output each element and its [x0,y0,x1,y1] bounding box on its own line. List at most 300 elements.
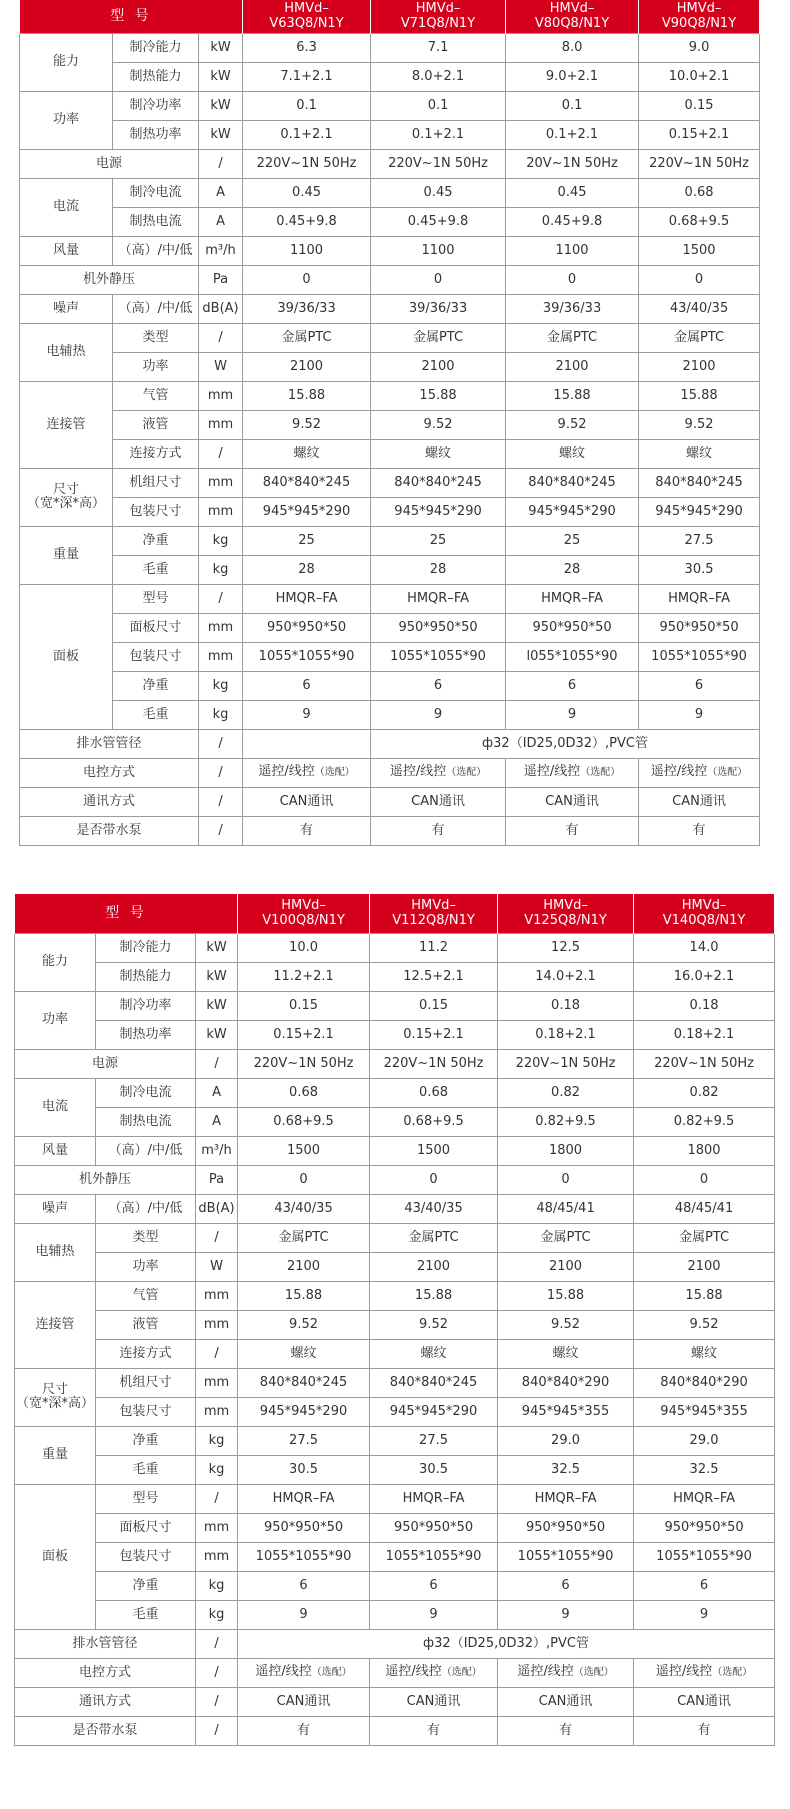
cell-value: 2100 [370,1252,498,1281]
row-unit: kW [196,1020,238,1049]
row-unit: / [196,1716,238,1745]
cell-value: 1500 [238,1136,370,1165]
table-row [20,497,760,526]
row-unit: / [196,1658,238,1687]
cell-value: 0.45+9.8 [506,207,639,236]
cell-value: 0 [243,265,371,294]
row-label: 通讯方式 [20,787,199,816]
row-unit: dB(A) [199,294,243,323]
row-unit: kW [199,33,243,62]
cell-value: 0.15+2.1 [238,1020,370,1049]
row-label: 制冷功率 [96,991,196,1020]
cell-value: 220V~1N 50Hz [238,1049,370,1078]
row-label: 制热能力 [96,962,196,991]
cell-value: 7.1 [371,33,506,62]
row-label: 制冷电流 [96,1078,196,1107]
cell-value: 0.15+2.1 [370,1020,498,1049]
cell-value: 25 [371,526,506,555]
cell-value: 遥控/线控（选配） [634,1658,775,1687]
row-unit: kW [199,120,243,149]
cell-value: 0 [639,265,760,294]
cell-value: 220V~1N 50Hz [243,149,371,178]
model-name: HMVd– V100Q8/N1Y [238,894,370,933]
cell-value: 6 [243,671,371,700]
row-unit: / [199,439,243,468]
row-unit: / [196,1049,238,1078]
cell-value: 32.5 [498,1455,634,1484]
row-unit: / [199,729,243,758]
cell-value: 金属PTC [371,323,506,352]
cell-value: 9.52 [243,410,371,439]
cell-value: 840*840*290 [498,1368,634,1397]
row-label: 毛重 [96,1455,196,1484]
cell-value: 0.18 [634,991,775,1020]
cell-value: 0.68+9.5 [639,207,760,236]
group-label: 面板 [20,584,113,729]
row-unit: m³/h [196,1136,238,1165]
cell-value: 1800 [634,1136,775,1165]
table-row [20,265,760,294]
table-row [20,468,760,497]
cell-value: 6 [498,1571,634,1600]
cell-value: CAN通讯 [634,1687,775,1716]
group-label: 电流 [15,1078,96,1136]
cell-value: 6 [634,1571,775,1600]
row-unit: A [199,178,243,207]
table-row [20,381,760,410]
cell-value: 0.1 [506,91,639,120]
row-unit: dB(A) [196,1194,238,1223]
row-label: 排水管管径 [20,729,199,758]
row-unit: mm [199,642,243,671]
cell-value: 29.0 [498,1426,634,1455]
row-unit: kW [199,91,243,120]
cell-value: 9 [238,1600,370,1629]
row-label: 面板尺寸 [96,1513,196,1542]
cell-value: 840*840*245 [238,1368,370,1397]
cell-value: 0 [238,1165,370,1194]
cell-value: 945*945*290 [370,1397,498,1426]
cell-value: 9.52 [498,1310,634,1339]
row-unit: mm [196,1310,238,1339]
cell-value: 9 [639,700,760,729]
cell-value: 9 [498,1600,634,1629]
table-row [15,1165,775,1194]
cell-value: 39/36/33 [371,294,506,323]
table-row [20,207,760,236]
cell-value: CAN通讯 [238,1687,370,1716]
cell-value: 2100 [639,352,760,381]
cell-value: 0 [634,1165,775,1194]
row-unit: kg [199,671,243,700]
table-row [20,120,760,149]
cell-value: 945*945*290 [238,1397,370,1426]
cell-value: 1055*1055*90 [243,642,371,671]
table-row [15,1078,775,1107]
row-unit: kg [199,700,243,729]
row-unit: mm [196,1542,238,1571]
cell-value: 2100 [634,1252,775,1281]
cell-value: 840*840*290 [634,1368,775,1397]
cell-value: 9.52 [370,1310,498,1339]
row-label: 毛重 [113,555,199,584]
row-label: 液管 [96,1310,196,1339]
cell-value: 32.5 [634,1455,775,1484]
cell-value: 6 [371,671,506,700]
cell-value: 15.88 [243,381,371,410]
cell-value: 金属PTC [506,323,639,352]
cell-value: 1055*1055*90 [370,1542,498,1571]
row-label: 制冷能力 [96,933,196,962]
cell-value: 9.52 [371,410,506,439]
cell-value: 遥控/线控（选配） [243,758,371,787]
table-row [20,410,760,439]
cell-value: 840*840*245 [371,468,506,497]
table-row [15,1455,775,1484]
header-row [15,894,775,933]
cell-value: 39/36/33 [243,294,371,323]
cell-value: 0.68 [370,1078,498,1107]
model-header: 型 号 [20,0,243,33]
cell-value: HMQR–FA [634,1484,775,1513]
cell-value: 945*945*290 [639,497,760,526]
row-unit: kW [199,62,243,91]
table-row [15,1629,775,1658]
cell-value: 950*950*50 [371,613,506,642]
row-unit: mm [196,1368,238,1397]
group-label: 连接管 [20,381,113,468]
row-label: 电源 [15,1049,196,1078]
table-row [15,933,775,962]
row-label: 功率 [113,352,199,381]
cell-value: 0 [371,265,506,294]
row-label: 包装尺寸 [113,497,199,526]
row-unit: kg [199,555,243,584]
row-label: 机组尺寸 [113,468,199,497]
cell-value: 6 [370,1571,498,1600]
table-row [20,642,760,671]
row-unit: W [196,1252,238,1281]
cell-value: CAN通讯 [506,787,639,816]
cell-value: 840*840*245 [639,468,760,497]
cell-value: 2100 [371,352,506,381]
cell-value: CAN通讯 [243,787,371,816]
cell-value: 220V~1N 50Hz [371,149,506,178]
row-unit: A [196,1078,238,1107]
cell-value: 螺纹 [371,439,506,468]
cell-value: 28 [371,555,506,584]
table-row [20,352,760,381]
group-label: 风量 [20,236,113,265]
table-row [15,1397,775,1426]
row-unit: / [196,1629,238,1658]
group-label: 风量 [15,1136,96,1165]
spec-table-2 [14,894,775,1746]
cell-value: 1100 [243,236,371,265]
row-label: （高）/中/低 [96,1194,196,1223]
table-row [20,294,760,323]
cell-value: 15.88 [639,381,760,410]
model-name: HMVd– V140Q8/N1Y [634,894,775,933]
row-label: 净重 [113,671,199,700]
cell-value: 1055*1055*90 [498,1542,634,1571]
row-label: 毛重 [96,1600,196,1629]
row-label: 型号 [113,584,199,613]
row-unit: / [199,758,243,787]
cell-value: 950*950*50 [639,613,760,642]
cell-value: 1500 [370,1136,498,1165]
cell-value: 30.5 [639,555,760,584]
table-row [15,1020,775,1049]
cell-value: 950*950*50 [634,1513,775,1542]
cell-value: 螺纹 [634,1339,775,1368]
cell-value: 48/45/41 [498,1194,634,1223]
row-label: 电源 [20,149,199,178]
row-label: 制热功率 [113,120,199,149]
row-unit: kg [196,1600,238,1629]
row-unit: kg [196,1455,238,1484]
cell-value: 9 [371,700,506,729]
row-label: 电控方式 [20,758,199,787]
cell-value: HMQR–FA [243,584,371,613]
cell-value: 0.15 [370,991,498,1020]
row-unit: kg [196,1571,238,1600]
cell-value: 9.52 [506,410,639,439]
cell-value: 1800 [498,1136,634,1165]
cell-value: 11.2+2.1 [238,962,370,991]
cell-value: 0.1 [243,91,371,120]
table-row [20,555,760,584]
cell-value: 25 [506,526,639,555]
cell-value: 0.45 [243,178,371,207]
cell-value: 220V~1N 50Hz [639,149,760,178]
cell-value: 16.0+2.1 [634,962,775,991]
cell-value: 945*945*355 [634,1397,775,1426]
row-label: 制冷电流 [113,178,199,207]
cell-value-merged: ф32（ID25,0D32）,PVC管 [238,1629,775,1658]
table-row [15,1542,775,1571]
cell-value: 0.82 [498,1078,634,1107]
model-name: HMVd– V80Q8/N1Y [506,0,639,33]
row-unit: mm [199,468,243,497]
row-label: 包装尺寸 [113,642,199,671]
table-row [15,1310,775,1339]
row-unit: kW [196,991,238,1020]
row-label: 毛重 [113,700,199,729]
cell-value: 螺纹 [238,1339,370,1368]
cell-value: 0 [498,1165,634,1194]
group-label: 电流 [20,178,113,236]
table-row [20,671,760,700]
row-unit: W [199,352,243,381]
row-label: 气管 [96,1281,196,1310]
cell-value: 0.1 [371,91,506,120]
cell-value: 0.1+2.1 [506,120,639,149]
cell-value: 1055*1055*90 [634,1542,775,1571]
row-label: 制热电流 [96,1107,196,1136]
cell-value: 9 [370,1600,498,1629]
cell-value: 螺纹 [639,439,760,468]
cell-value: 43/40/35 [639,294,760,323]
cell-value: 6 [506,671,639,700]
cell-value: 螺纹 [370,1339,498,1368]
cell-value: 0.45+9.8 [371,207,506,236]
cell-value: 0.68 [238,1078,370,1107]
cell-value: 螺纹 [243,439,371,468]
cell-value: 9 [243,700,371,729]
row-label: 功率 [96,1252,196,1281]
cell-value: 15.88 [370,1281,498,1310]
row-label: 制热电流 [113,207,199,236]
cell-value: 25 [243,526,371,555]
table-row [20,526,760,555]
row-unit: kg [196,1426,238,1455]
cell-value: 有 [634,1716,775,1745]
cell-value: 14.0 [634,933,775,962]
cell-value: 950*950*50 [370,1513,498,1542]
cell-value: 950*950*50 [498,1513,634,1542]
cell-value: 0.1+2.1 [371,120,506,149]
row-label: 排水管管径 [15,1629,196,1658]
cell-value: 螺纹 [498,1339,634,1368]
row-label: 类型 [113,323,199,352]
cell-value: 945*945*290 [243,497,371,526]
row-unit: mm [199,613,243,642]
cell-value: 945*945*355 [498,1397,634,1426]
table-row [15,1136,775,1165]
cell-value: HMQR–FA [506,584,639,613]
cell-value: l055*1055*90 [506,642,639,671]
table-row [20,236,760,265]
row-label: 净重 [96,1571,196,1600]
table-row [15,1107,775,1136]
group-label: 面板 [15,1484,96,1629]
cell-value: 0.15 [639,91,760,120]
group-label: 能力 [20,33,113,91]
cell-value: 1055*1055*90 [371,642,506,671]
group-label: 电辅热 [20,323,113,381]
cell-value: 遥控/线控（选配） [238,1658,370,1687]
cell-value: 220V~1N 50Hz [498,1049,634,1078]
cell-value: 9.52 [639,410,760,439]
group-label: 连接管 [15,1281,96,1368]
row-label: 机组尺寸 [96,1368,196,1397]
table-row [20,729,760,758]
model-name: HMVd– V90Q8/N1Y [639,0,760,33]
row-label: （高）/中/低 [113,294,199,323]
cell-value: 28 [243,555,371,584]
cell-value: 27.5 [238,1426,370,1455]
row-unit: / [199,816,243,845]
row-label: 类型 [96,1223,196,1252]
cell-value: 6 [238,1571,370,1600]
group-label: 功率 [20,91,113,149]
cell-value: 有 [370,1716,498,1745]
row-label: 机外静压 [20,265,199,294]
group-label: 重量 [15,1426,96,1484]
row-label: 连接方式 [113,439,199,468]
cell-value: 0.15 [238,991,370,1020]
table-row [15,1252,775,1281]
cell-value: 遥控/线控（选配） [371,758,506,787]
cell-value: 39/36/33 [506,294,639,323]
model-name: HMVd– V112Q8/N1Y [370,894,498,933]
table-row [15,1658,775,1687]
table-row [15,1281,775,1310]
row-unit: / [196,1223,238,1252]
cell-value: 6 [639,671,760,700]
cell-value: 10.0 [238,933,370,962]
table-row [20,758,760,787]
cell-value: 0.68 [639,178,760,207]
table-row [20,178,760,207]
cell-value: 945*945*290 [506,497,639,526]
cell-value-merged: ф32（ID25,0D32）,PVC管 [371,729,760,758]
cell-value: 金属PTC [634,1223,775,1252]
table-row [15,1600,775,1629]
cell-value: 12.5+2.1 [370,962,498,991]
cell-value: 2100 [238,1252,370,1281]
row-label: 气管 [113,381,199,410]
cell-value: 有 [506,816,639,845]
cell-value: 有 [498,1716,634,1745]
cell-value: 9 [506,700,639,729]
cell-value: 有 [243,816,371,845]
row-unit: / [199,149,243,178]
cell-value: 11.2 [370,933,498,962]
row-unit: Pa [196,1165,238,1194]
cell-value: 0 [506,265,639,294]
cell-value: 15.88 [238,1281,370,1310]
cell-value: 220V~1N 50Hz [634,1049,775,1078]
cell-value: 15.88 [498,1281,634,1310]
row-label: 制冷功率 [113,91,199,120]
row-unit: mm [196,1281,238,1310]
row-unit: / [196,1687,238,1716]
row-unit: mm [196,1513,238,1542]
row-label: 净重 [113,526,199,555]
row-label: 液管 [113,410,199,439]
group-label: 尺寸 （宽*深*高） [15,1368,96,1426]
row-unit: kg [199,526,243,555]
row-unit: / [199,323,243,352]
row-label: 净重 [96,1426,196,1455]
cell-value: 螺纹 [506,439,639,468]
table-row [15,1571,775,1600]
row-label: 型号 [96,1484,196,1513]
row-unit: kW [196,933,238,962]
cell-value: 0.45 [506,178,639,207]
group-label: 能力 [15,933,96,991]
row-label: 机外静压 [15,1165,196,1194]
row-label: （高）/中/低 [96,1136,196,1165]
cell-value: 950*950*50 [506,613,639,642]
cell-value: 有 [639,816,760,845]
row-label: 面板尺寸 [113,613,199,642]
cell-value: 7.1+2.1 [243,62,371,91]
cell-value: 遥控/线控（选配） [506,758,639,787]
row-label: （高）/中/低 [113,236,199,265]
cell-value: CAN通讯 [371,787,506,816]
row-label: 包装尺寸 [96,1397,196,1426]
cell-value: 0.82+9.5 [498,1107,634,1136]
table-row [15,1223,775,1252]
cell-value: 48/45/41 [634,1194,775,1223]
cell-value: 1055*1055*90 [238,1542,370,1571]
row-unit: / [199,584,243,613]
cell-value: 9 [634,1600,775,1629]
row-unit: kW [196,962,238,991]
